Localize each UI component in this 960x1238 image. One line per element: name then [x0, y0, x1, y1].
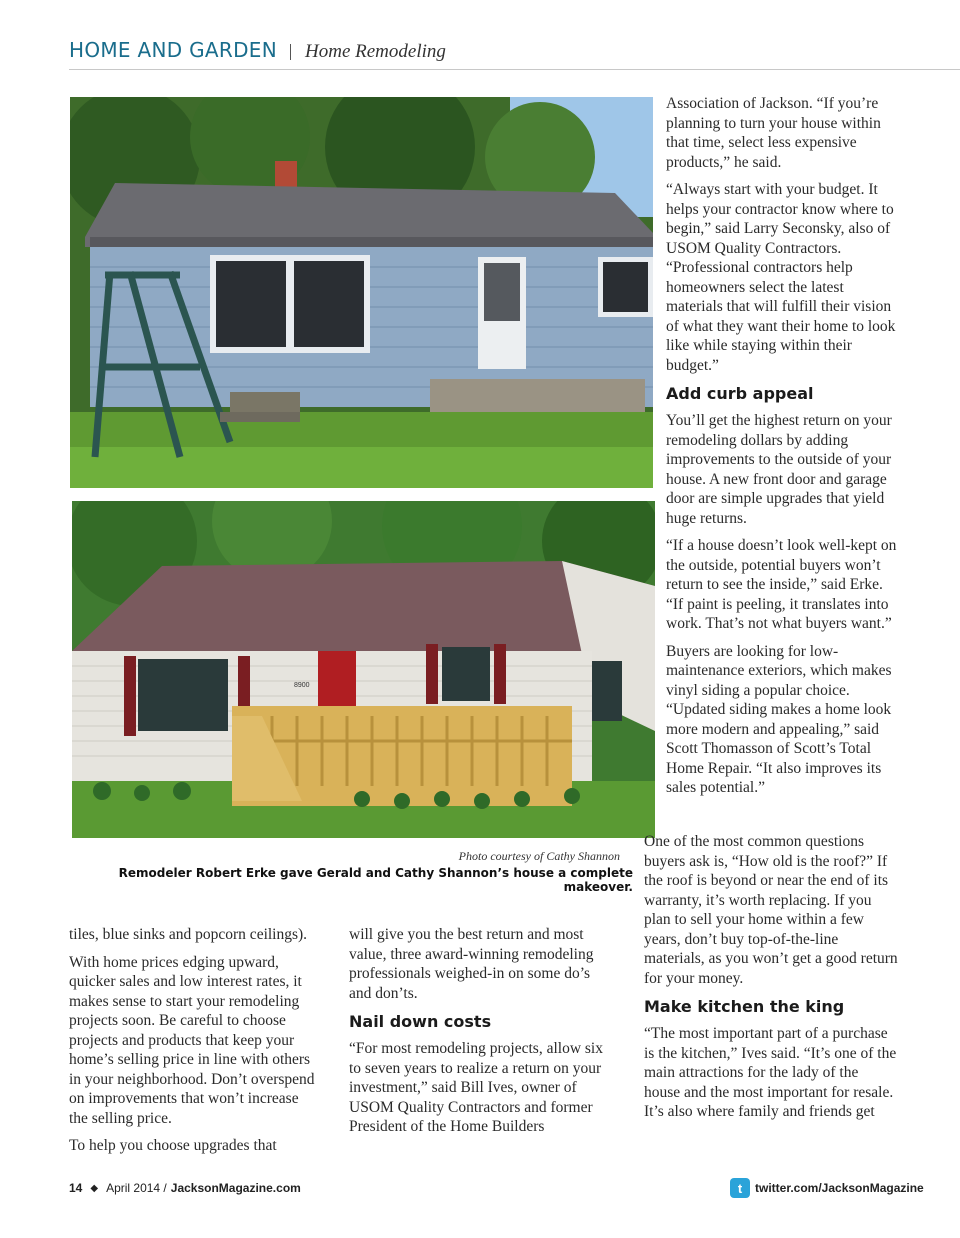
house-before-photo	[70, 97, 653, 488]
twitter-icon: t	[730, 1178, 750, 1198]
section-title: HOME AND GARDEN	[69, 38, 278, 62]
issue-date: April 2014 /	[106, 1181, 167, 1195]
photo-credit: Photo courtesy of Cathy Shannon	[458, 849, 620, 863]
photo-caption: Remodeler Robert Erke gave Gerald and Cathy Shannon’s house a complete makeover.	[118, 866, 633, 894]
diamond-icon: ◆	[90, 1182, 99, 1194]
section-header	[69, 38, 446, 66]
subheading-make-kitchen-the-king: Make kitchen the king	[644, 997, 845, 1016]
section-subtitle: Home Remodeling	[305, 41, 446, 62]
house-after-photo	[72, 501, 655, 838]
paragraph: “Always start with your budget. It helps your contractor know where to begin,” said Larry Seconsky, also of USOM Quality Contractors. “Professional contractors help homeowners select the latest materials that will fulfill their vision of what they want their home to look like while staying within their budget.”	[666, 181, 896, 374]
paragraph: One of the most common questions buyers ask is, “How old is the roof?” If the roof is beyond or near the end of its warranty, it’s worth replacing. If you plan to sell your home within a few years, don’t buy top-of-the-line materials, as you won’t get a good return for your money.	[644, 833, 898, 987]
paragraph: will give you the best return and most value, three award-winning remodeling professionals weighed-in on some do’s and don’ts.	[349, 926, 594, 1002]
paragraph: You’ll get the highest return on your remodeling dollars by adding improvements to the outside of your house. A new front door and garage door are simple upgrades that yield huge returns.	[666, 412, 892, 527]
paragraph: Association of Jackson. “If you’re planning to turn your house within that time, select less expensive products,” he said.	[666, 95, 881, 171]
twitter-handle: twitter.com/JacksonMagazine	[755, 1181, 924, 1195]
paragraph: With home prices edging upward, quicker sales and low interest rates, it makes sense to start your remodeling projects soon. Be careful to choose projects and products that keep your home’s selling price in line with others in your neighborhood. Don’t overspend on improvements that won’t increase the selling price.	[69, 953, 315, 1127]
website-link[interactable]: JacksonMagazine.com	[170, 1181, 301, 1195]
subheading-nail-down-costs: Nail down costs	[349, 1012, 492, 1031]
article-column-2	[349, 925, 611, 1145]
article-column-3-top	[666, 94, 898, 806]
article-column-1	[69, 925, 321, 1164]
page-number: 14	[69, 1181, 83, 1195]
header-divider	[290, 44, 291, 60]
paragraph: To help you choose upgrades that	[69, 1137, 277, 1154]
paragraph: tiles, blue sinks and popcorn ceilings).	[69, 926, 308, 943]
page-footer	[69, 1181, 301, 1195]
paragraph: “The most important part of a purchase is the kitchen,” Ives said. “It’s one of the main attractions for the lady of the house and the most important for resale. It’s also where family and friends get	[644, 1025, 897, 1120]
house-number: 8900	[294, 682, 310, 689]
paragraph: Buyers are looking for low-maintenance exteriors, which makes vinyl siding a popular choice. “Updated siding makes a home look more modern and appealing,” said Scott Thomasson of Scott’s Total Home Repair. “It also improves its sales potential.”	[666, 642, 892, 796]
twitter-link[interactable]	[730, 1178, 924, 1198]
subheading-add-curb-appeal: Add curb appeal	[666, 384, 814, 403]
article-column-3-bottom	[644, 832, 898, 1130]
header-rule	[69, 69, 960, 70]
paragraph: “If a house doesn’t look well-kept on the outside, potential buyers won’t return to see the inside,” said Erke. “If paint is peeling, it translates into work. That’s not what buyers want.”	[666, 537, 897, 632]
paragraph: “For most remodeling projects, allow six to seven years to realize a return on your investment,” said Bill Ives, owner of USOM Quality Contractors and former President of the Home Builders	[349, 1040, 603, 1135]
